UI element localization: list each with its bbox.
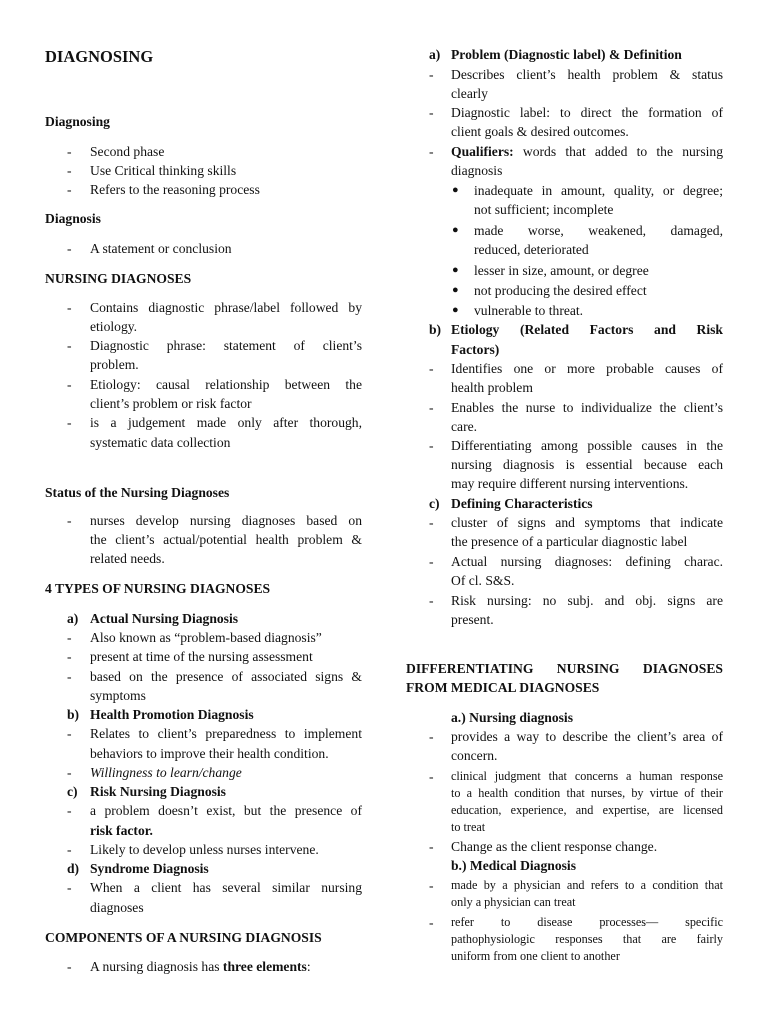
qualifier-item-cont: reduced, deteriorated	[474, 242, 589, 257]
list-item-cont: education, experience, and expertise, are licensed	[451, 803, 723, 817]
bullet-icon: ●	[452, 264, 459, 276]
list-item: clinical judgment that concerns a human response	[451, 769, 723, 783]
list-item-cont: to a health condition that nurses, by virtue of their	[451, 786, 723, 800]
list-item: Also known as “problem-based diagnosis”	[90, 630, 322, 645]
dash-marker: -	[67, 163, 72, 178]
dash-marker: -	[429, 554, 434, 569]
qualifier-item: made worse, weakened, damaged,	[474, 223, 723, 238]
list-item: Enables the nurse to individualize the client’s	[451, 400, 723, 415]
list-item: Describes client’s health problem & status	[451, 67, 723, 82]
text-run-bold: Qualifiers:	[451, 144, 514, 159]
component-a-title: Problem (Diagnostic label) & Definition	[451, 47, 682, 62]
list-item: A statement or conclusion	[90, 241, 232, 256]
list-item-cont: uniform from one client to another	[451, 949, 620, 963]
text-run: A nursing diagnosis has	[90, 959, 223, 974]
list-item: Use Critical thinking skills	[90, 163, 237, 178]
type-d-title: Syndrome Diagnosis	[90, 861, 209, 876]
dash-marker: -	[429, 144, 434, 159]
list-item-cont: care.	[451, 419, 478, 434]
text-run: words that added to the nursing	[513, 144, 723, 159]
list-item-cont: problem.	[90, 357, 139, 372]
bullet-icon: ●	[452, 304, 459, 316]
list-item: refer to disease processes— specific	[451, 915, 723, 929]
heading-diagnosing: Diagnosing	[45, 114, 110, 129]
dash-marker: -	[429, 729, 434, 744]
list-item-cont: clearly	[451, 86, 488, 101]
component-b-title: Etiology (Related Factors and Risk	[451, 322, 723, 337]
list-item	[451, 142, 723, 161]
dash-marker: -	[67, 300, 72, 315]
list-item: Refers to the reasoning process	[90, 182, 260, 197]
dash-marker: -	[67, 513, 72, 528]
list-item: present at time of the nursing assessment	[90, 649, 313, 664]
dash-marker: -	[67, 338, 72, 353]
list-item: Relates to client’s preparedness to implement	[90, 726, 362, 741]
dash-marker: -	[429, 593, 434, 608]
dash-marker: -	[67, 415, 72, 430]
type-b-marker: b)	[67, 707, 80, 722]
list-item-cont: Of cl. S&S.	[451, 573, 515, 588]
list-item: Differentiating among possible causes in the	[451, 438, 723, 453]
heading-components: COMPONENTS OF A NURSING DIAGNOSIS	[45, 930, 322, 945]
component-b-title-cont: Factors)	[451, 342, 500, 357]
list-item-cont: related needs.	[90, 551, 165, 566]
list-item: cluster of signs and symptoms that indicate	[451, 515, 723, 530]
dash-marker: -	[67, 959, 72, 974]
dash-marker: -	[67, 803, 72, 818]
list-item-cont: present.	[451, 612, 494, 627]
qualifier-item-cont: not sufficient; incomplete	[474, 202, 614, 217]
type-a-title: Actual Nursing Diagnosis	[90, 611, 239, 626]
list-item-cont: the client’s actual/potential health problem &	[90, 532, 362, 547]
qualifier-item: vulnerable to threat.	[474, 303, 584, 318]
dash-marker: -	[67, 669, 72, 684]
dash-marker: -	[429, 878, 434, 893]
list-item: Etiology: causal relationship between the	[90, 377, 362, 392]
dash-marker: -	[429, 769, 434, 784]
list-item-cont: pathophysiologic responses that are fairly	[451, 932, 723, 946]
dash-marker: -	[67, 765, 72, 780]
list-item-cont: etiology.	[90, 319, 138, 334]
list-item-cont: may require different nursing interventions.	[451, 476, 689, 491]
list-item: a problem doesn’t exist, but the presence of	[90, 803, 362, 818]
list-item: based on the presence of associated signs &	[90, 669, 362, 684]
list-item: Actual nursing diagnoses: defining charac.	[451, 554, 723, 569]
list-item-cont: health problem	[451, 380, 533, 395]
list-item: provides a way to describe the client’s area of	[451, 729, 723, 744]
list-item-cont: to treat	[451, 820, 486, 834]
nursing-diagnosis-title: a.) Nursing diagnosis	[451, 710, 573, 725]
list-item: When a client has several similar nursing	[90, 880, 362, 895]
qualifier-item: lesser in size, amount, or degree	[474, 263, 649, 278]
list-item-cont: concern.	[451, 748, 498, 763]
heading-differentiating: DIFFERENTIATING NURSING DIAGNOSES	[406, 661, 723, 676]
heading-status: Status of the Nursing Diagnoses	[45, 485, 230, 500]
dash-marker: -	[67, 377, 72, 392]
list-item-cont: the presence of a particular diagnostic label	[451, 534, 688, 549]
list-item-cont: systematic data collection	[90, 435, 231, 450]
dash-marker: -	[429, 438, 434, 453]
list-item-cont: symptoms	[90, 688, 146, 703]
type-c-marker: c)	[67, 784, 78, 799]
list-item-cont: diagnosis	[451, 163, 503, 178]
list-item-cont: nursing diagnosis is essential because each	[451, 457, 723, 472]
list-item-cont: risk factor.	[90, 823, 153, 838]
list-item-cont: only a physician can treat	[451, 895, 576, 909]
type-c-title: Risk Nursing Diagnosis	[90, 784, 226, 799]
type-a-marker: a)	[67, 611, 79, 626]
dash-marker: -	[67, 726, 72, 741]
page-title: DIAGNOSING	[45, 47, 154, 66]
list-item: Willingness to learn/change	[90, 765, 242, 780]
dash-marker: -	[67, 144, 72, 159]
dash-marker: -	[67, 182, 72, 197]
list-item	[90, 957, 311, 976]
list-item: Identifies one or more probable causes of	[451, 361, 723, 376]
list-item-cont: client goals & desired outcomes.	[451, 124, 629, 139]
dash-marker: -	[429, 67, 434, 82]
qualifier-item: not producing the desired effect	[474, 283, 647, 298]
list-item: Second phase	[90, 144, 165, 159]
dash-marker: -	[429, 915, 434, 930]
dash-marker: -	[67, 630, 72, 645]
dash-marker: -	[67, 842, 72, 857]
dash-marker: -	[429, 839, 434, 854]
component-b-marker: b)	[429, 322, 442, 337]
text-run: :	[306, 959, 311, 974]
list-item: Diagnostic label: to direct the formation of	[451, 105, 723, 120]
dash-marker: -	[67, 241, 72, 256]
heading-diagnosis: Diagnosis	[45, 211, 101, 226]
heading-differentiating-cont: FROM MEDICAL DIAGNOSES	[406, 680, 600, 695]
dash-marker: -	[67, 880, 72, 895]
list-item: Change as the client response change.	[451, 839, 658, 854]
bullet-icon: ●	[452, 184, 459, 196]
type-d-marker: d)	[67, 861, 80, 876]
list-item: Diagnostic phrase: statement of client’s	[90, 338, 362, 353]
bullet-icon: ●	[452, 284, 459, 296]
list-item-cont: diagnoses	[90, 900, 144, 915]
heading-4-types: 4 TYPES OF NURSING DIAGNOSES	[45, 581, 271, 596]
component-c-marker: c)	[429, 496, 440, 511]
list-item: made by a physician and refers to a condition that	[451, 878, 723, 892]
component-a-marker: a)	[429, 47, 441, 62]
dash-marker: -	[429, 515, 434, 530]
list-item: Likely to develop unless nurses intervene.	[90, 842, 319, 857]
dash-marker: -	[429, 105, 434, 120]
type-b-title: Health Promotion Diagnosis	[90, 707, 254, 722]
list-item: Contains diagnostic phrase/label followed by	[90, 300, 362, 315]
list-item: is a judgement made only after thorough,	[90, 415, 362, 430]
text-run-bold: three elements	[222, 959, 307, 974]
qualifier-item: inadequate in amount, quality, or degree;	[474, 183, 723, 198]
heading-nursing-diagnoses: NURSING DIAGNOSES	[45, 271, 192, 286]
dash-marker: -	[429, 361, 434, 376]
medical-diagnosis-title: b.) Medical Diagnosis	[451, 858, 576, 873]
list-item-cont: behaviors to improve their health condition.	[90, 746, 329, 761]
dash-marker: -	[67, 649, 72, 664]
list-item-cont: client’s problem or risk factor	[90, 396, 252, 411]
list-item: nurses develop nursing diagnoses based on	[90, 513, 362, 528]
list-item: Risk nursing: no subj. and obj. signs are	[451, 593, 723, 608]
dash-marker: -	[429, 400, 434, 415]
bullet-icon: ●	[452, 224, 459, 236]
component-c-title: Defining Characteristics	[451, 496, 593, 511]
